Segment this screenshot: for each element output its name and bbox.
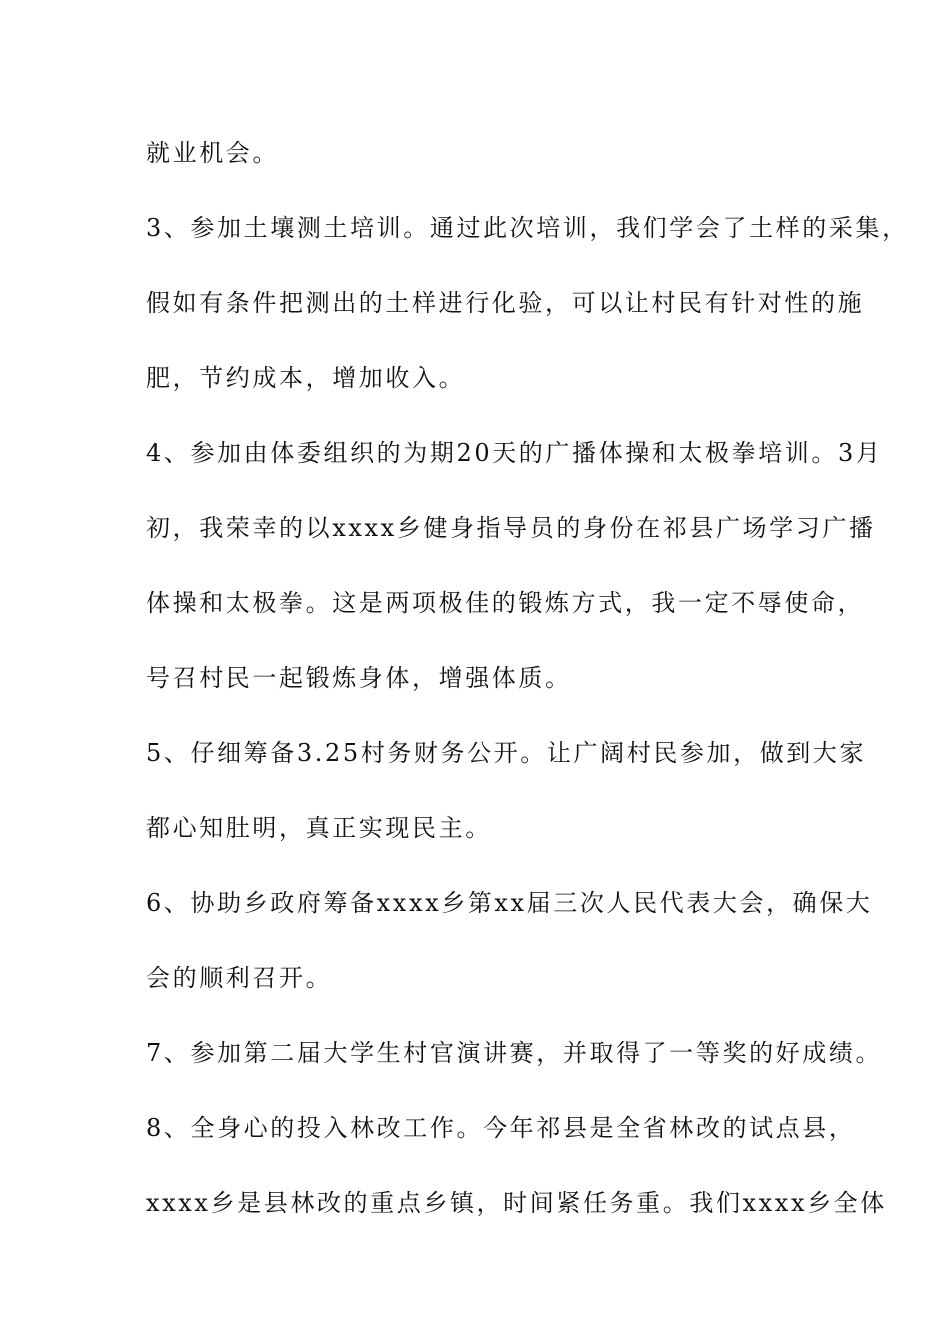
text-line: 会的顺利召开。 [146,964,333,992]
text-line: 就业机会。 [146,139,279,167]
text-line: 初，我荣幸的以xxxx乡健身指导员的身份在祁县广场学习广播 [146,514,876,542]
text-line: 5、仔细筹备3.25村务财务公开。让广阔村民参加，做到大家 [146,739,867,767]
text-line: 6、协助乡政府筹备xxxx乡第xx届三次人民代表大会，确保大 [146,889,873,917]
text-line: 号召村民一起锻炼身体，增强体质。 [146,664,572,692]
text-line: 4、参加由体委组织的为期20天的广播体操和太极拳培训。3月 [146,439,883,467]
text-line: 8、全身心的投入林改工作。今年祁县是全省林改的试点县， [146,1114,856,1142]
text-line: 肥，节约成本，增加收入。 [146,364,466,392]
text-line: 7、参加第二届大学生村官演讲赛，并取得了一等奖的好成绩。 [146,1039,883,1067]
text-line: 都心知肚明，真正实现民主。 [146,814,492,842]
text-line: xxxx乡是县林改的重点乡镇，时间紧任务重。我们xxxx乡全体 [146,1189,887,1217]
text-line: 3、参加土壤测土培训。通过此次培训，我们学会了土样的采集， [146,214,909,242]
text-line: 假如有条件把测出的土样进行化验，可以让村民有针对性的施 [146,289,865,317]
text-line: 体操和太极拳。这是两项极佳的锻炼方式，我一定不辱使命， [146,589,865,617]
